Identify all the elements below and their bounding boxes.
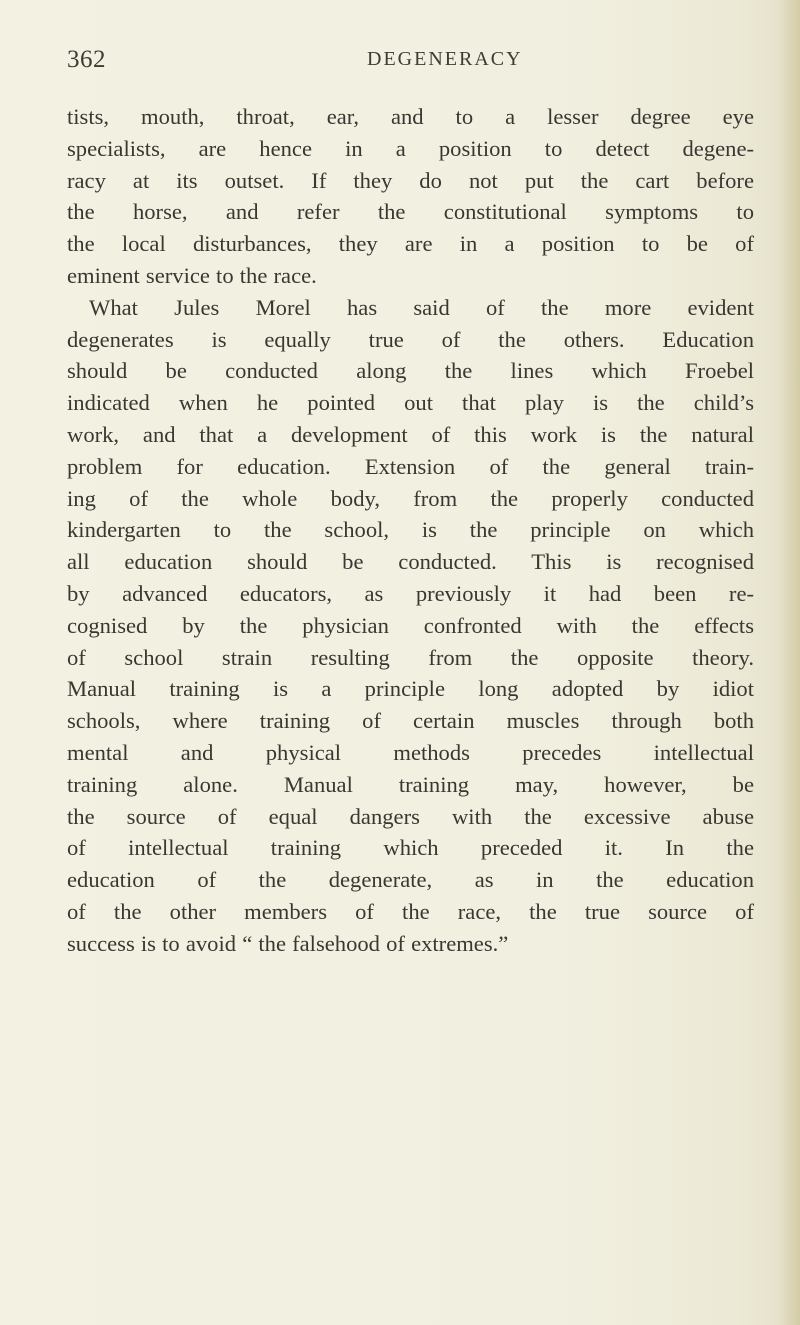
page-edge-shadow [778, 0, 800, 1325]
text-line: the source of equal dangers with the excessive abuse [67, 803, 754, 829]
text-line: tists, mouth, throat, ear, and to a lesser degree eye [67, 104, 754, 129]
text-line: Manual training is a principle long adopted by idiot [67, 676, 754, 702]
text-line: specialists, are hence in a position to detect degene- [67, 135, 754, 161]
text-line: of intellectual training which preceded it. In the [67, 835, 754, 861]
body-text [67, 101, 754, 960]
text-line: schools, where training of certain muscles through both [67, 708, 754, 734]
page-header [67, 46, 757, 82]
text-line: cognised by the physician confronted with the effects [67, 612, 754, 638]
text-line: indicated when he pointed out that play is the child’s [67, 390, 754, 416]
text-line: degenerates is equally true of the others. Education [67, 326, 754, 352]
text-line: training alone. Manual training may, however, be [67, 771, 754, 797]
text-line: by advanced educators, as previously it had been re- [67, 580, 754, 606]
text-line: kindergarten to the school, is the principle on which [67, 517, 754, 543]
text-line: eminent service to the race. [67, 262, 317, 288]
text-line: all education should be conducted. This is recognised [67, 549, 754, 575]
text-line: mental and physical methods precedes intellectual [67, 739, 754, 765]
running-head: DEGENERACY [367, 48, 523, 70]
text-line: success is to avoid “ the falsehood of extremes.” [67, 930, 509, 956]
page-number: 362 [67, 46, 106, 73]
text-line: the local disturbances, they are in a position to be of [67, 231, 754, 257]
text-line: education of the degenerate, as in the education [67, 867, 754, 893]
text-line: of school strain resulting from the opposite theory. [67, 644, 754, 670]
text-line: the horse, and refer the constitutional symptoms to [67, 199, 754, 225]
text-line: ing of the whole body, from the properly conducted [67, 485, 754, 511]
text-line: should be conducted along the lines which Froebel [67, 358, 754, 384]
text-line: work, and that a development of this work is the natural [67, 421, 754, 447]
text-line: of the other members of the race, the true source of [67, 898, 754, 924]
text-line: racy at its outset. If they do not put the cart before [67, 167, 754, 193]
text-line: problem for education. Extension of the general train- [67, 453, 754, 479]
text-line: What Jules Morel has said of the more evident [89, 294, 754, 320]
